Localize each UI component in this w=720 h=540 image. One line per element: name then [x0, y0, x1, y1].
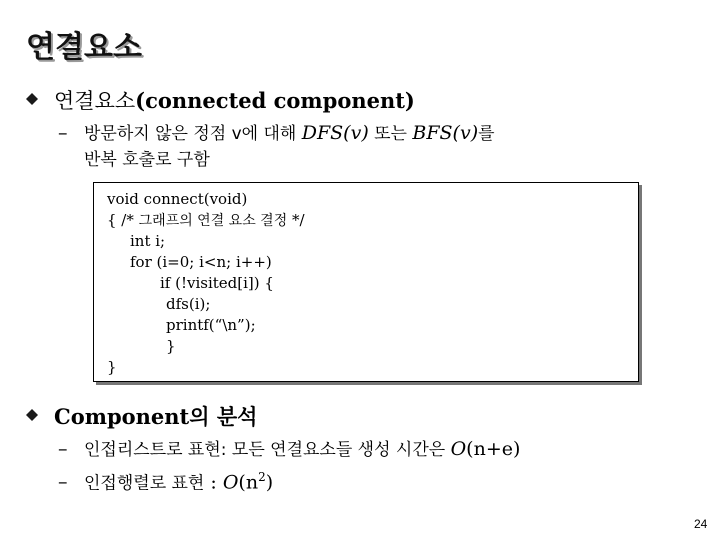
separator: :: [204, 471, 223, 494]
text: 인접리스트로 표현: 모든 연결요소들 생성 시간은: [84, 440, 451, 460]
code-line-8: }: [166, 337, 176, 355]
diamond-bullet-icon: [26, 409, 38, 421]
heading-english: Component: [54, 404, 190, 429]
code-line-7: printf(“\n”);: [166, 316, 256, 334]
exponent: 2: [258, 470, 266, 484]
text: 방문하지 않은 정점 v에 대해: [84, 124, 302, 144]
subitem-dfs-bfs: [58, 120, 495, 173]
text: 를: [478, 124, 495, 144]
slide-title: 연결요소: [26, 30, 142, 65]
section-component-analysis: [54, 401, 257, 431]
heading-korean: 연결요소: [54, 89, 136, 113]
dash: –: [58, 122, 68, 144]
code-line-2: [107, 210, 305, 232]
page-number: 24: [694, 517, 708, 531]
text: 인접행렬로 표현: [84, 473, 205, 494]
code-line-1: void connect(void): [107, 190, 248, 208]
big-o: O: [222, 471, 239, 494]
complexity: ): [265, 471, 274, 494]
subitem-adjacency-list: [58, 436, 520, 463]
text: 또는: [368, 124, 413, 144]
heading-english: (connected component): [135, 88, 415, 113]
bfs-call: BFS(v): [412, 122, 479, 144]
code-line-3: int i;: [130, 232, 166, 250]
complexity: (n+e): [466, 438, 521, 460]
dfs-call: DFS(v): [301, 122, 369, 144]
subitem-adjacency-matrix: [58, 464, 273, 496]
dash: –: [58, 471, 68, 494]
code-line-6: dfs(i);: [166, 295, 211, 313]
diamond-bullet-icon: [26, 93, 38, 105]
code-line-5: if (!visited[i]) {: [160, 274, 274, 292]
code-line-4: for (i=0; i<n; i++): [130, 253, 272, 271]
heading-korean: 의 분석: [189, 405, 258, 429]
code-text: { /*: [107, 211, 139, 229]
big-o: O: [450, 438, 467, 460]
complexity: (n: [238, 471, 259, 494]
code-comment: 그래프의 연결 요소 결정: [138, 213, 288, 229]
dash: –: [58, 438, 68, 460]
section-connected-component: [54, 85, 415, 115]
code-text: */: [287, 211, 305, 229]
code-line-9: }: [107, 358, 117, 376]
subitem-line2: 반복 호출로 구함: [84, 150, 210, 170]
